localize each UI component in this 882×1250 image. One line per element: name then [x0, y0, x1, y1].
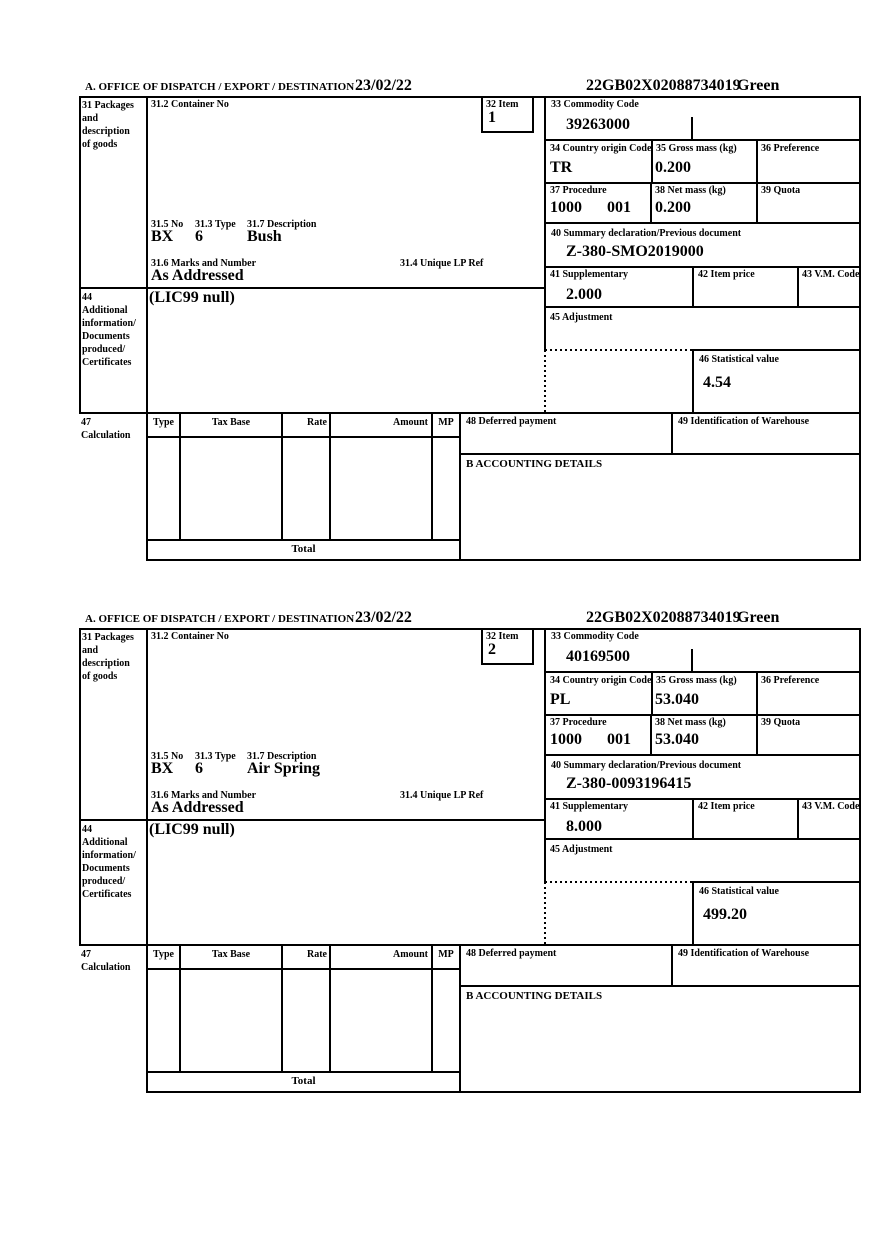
- item-price-label: 42 Item price: [698, 269, 755, 280]
- box47-label: 47 Calculation: [81, 417, 131, 441]
- movement-reference-number: 22GB02X02088734019: [586, 609, 741, 626]
- box44-label: 44 Additional information/ Documents produced/ Certificates: [82, 292, 136, 368]
- quota-label: 39 Quota: [761, 185, 801, 196]
- routing-status: Green: [737, 77, 780, 94]
- goods-description-value: Bush: [247, 228, 282, 245]
- summary-declaration-value: Z-380-0093196415: [566, 775, 692, 792]
- tax-base-column-header: Tax Base: [211, 949, 251, 960]
- office-of-dispatch-title: A. OFFICE OF DISPATCH / EXPORT / DESTINATION: [85, 81, 355, 93]
- routing-status: Green: [737, 609, 780, 626]
- procedure-code-value: 1000: [550, 731, 582, 748]
- gross-mass-value: 0.200: [655, 159, 691, 176]
- packages-no-label: 31.5 No: [151, 219, 184, 230]
- procedure-label: 37 Procedure: [550, 717, 607, 728]
- additional-info-value: (LIC99 null): [149, 289, 235, 306]
- adjustment-label: 45 Adjustment: [550, 312, 613, 323]
- amount-column-header: Amount: [392, 417, 428, 428]
- box44-label: 44 Additional information/ Documents produced/ Certificates: [82, 824, 136, 900]
- preference-label: 36 Preference: [761, 675, 820, 686]
- summary-declaration-value: Z-380-SMO2019000: [566, 243, 704, 260]
- marks-and-number-label: 31.6 Marks and Number: [151, 790, 257, 801]
- supplementary-label: 41 Supplementary: [550, 269, 629, 280]
- net-mass-label: 38 Net mass (kg): [655, 185, 726, 196]
- mp-column-header: MP: [438, 417, 454, 428]
- statistical-value: 4.54: [703, 374, 731, 391]
- packages-type-value: 6: [195, 760, 203, 777]
- warehouse-id-label: 49 Identification of Warehouse: [678, 416, 810, 427]
- procedure-suffix-value: 001: [607, 731, 631, 748]
- packages-no-value: BX: [151, 760, 174, 777]
- unique-lp-ref-label: 31.4 Unique LP Ref: [400, 790, 484, 801]
- country-origin-value: TR: [550, 159, 573, 176]
- tax-type-column-header: Type: [153, 949, 174, 960]
- procedure-code-value: 1000: [550, 199, 582, 216]
- net-mass-value: 53.040: [655, 731, 699, 748]
- container-no-label: 31.2 Container No: [151, 99, 229, 110]
- container-no-label: 31.2 Container No: [151, 631, 229, 642]
- declaration-date: 23/02/22: [355, 609, 412, 626]
- mp-column-header: MP: [438, 949, 454, 960]
- procedure-suffix-value: 001: [607, 199, 631, 216]
- movement-reference-number: 22GB02X02088734019: [586, 77, 741, 94]
- vm-code-label: 43 V.M. Code: [802, 269, 860, 280]
- statistical-value-label: 46 Statistical value: [699, 354, 779, 365]
- declaration-item-copy: [0, 610, 882, 1120]
- packages-type-value: 6: [195, 228, 203, 245]
- supplementary-label: 41 Supplementary: [550, 801, 629, 812]
- unique-lp-ref-label: 31.4 Unique LP Ref: [400, 258, 484, 269]
- supplementary-value: 2.000: [566, 286, 602, 303]
- preference-label: 36 Preference: [761, 143, 820, 154]
- gross-mass-label: 35 Gross mass (kg): [656, 675, 737, 686]
- box31-label: 31 Packages and description of goods: [82, 632, 134, 682]
- statistical-value-label: 46 Statistical value: [699, 886, 779, 897]
- accounting-details-label: B ACCOUNTING DETAILS: [466, 458, 603, 470]
- commodity-code-label: 33 Commodity Code: [551, 99, 639, 110]
- statistical-value: 499.20: [703, 906, 747, 923]
- marks-and-number-label: 31.6 Marks and Number: [151, 258, 257, 269]
- additional-info-value: (LIC99 null): [149, 821, 235, 838]
- country-origin-label: 34 Country origin Code: [550, 143, 652, 154]
- net-mass-label: 38 Net mass (kg): [655, 717, 726, 728]
- tax-type-column-header: Type: [153, 417, 174, 428]
- country-origin-value: PL: [550, 691, 571, 708]
- commodity-code-label: 33 Commodity Code: [551, 631, 639, 642]
- total-row-label: Total: [291, 543, 316, 555]
- solid-rules: [80, 97, 860, 560]
- item-number-value: 1: [488, 109, 496, 126]
- description-label: 31.7 Description: [247, 751, 317, 762]
- declaration-date: 23/02/22: [355, 77, 412, 94]
- accounting-details-label: B ACCOUNTING DETAILS: [466, 990, 603, 1002]
- dotted-rules: [545, 882, 693, 945]
- packages-no-label: 31.5 No: [151, 751, 184, 762]
- marks-and-number-value: As Addressed: [151, 799, 244, 816]
- item-label: 32 Item: [486, 631, 519, 642]
- packages-type-label: 31.3 Type: [195, 751, 236, 762]
- rate-column-header: Rate: [307, 417, 327, 428]
- country-origin-label: 34 Country origin Code: [550, 675, 652, 686]
- gross-mass-value: 53.040: [655, 691, 699, 708]
- net-mass-value: 0.200: [655, 199, 691, 216]
- summary-declaration-label: 40 Summary declaration/Previous document: [551, 760, 742, 771]
- box47-label: 47 Calculation: [81, 949, 131, 973]
- quota-label: 39 Quota: [761, 717, 801, 728]
- procedure-label: 37 Procedure: [550, 185, 607, 196]
- item-label: 32 Item: [486, 99, 519, 110]
- office-of-dispatch-title: A. OFFICE OF DISPATCH / EXPORT / DESTINATION: [85, 613, 355, 625]
- vm-code-label: 43 V.M. Code: [802, 801, 860, 812]
- supplementary-value: 8.000: [566, 818, 602, 835]
- packages-type-label: 31.3 Type: [195, 219, 236, 230]
- packages-no-value: BX: [151, 228, 174, 245]
- solid-rules: [80, 629, 860, 1092]
- item-price-label: 42 Item price: [698, 801, 755, 812]
- total-row-label: Total: [291, 1075, 316, 1087]
- commodity-code-value: 39263000: [566, 116, 630, 133]
- summary-declaration-label: 40 Summary declaration/Previous document: [551, 228, 742, 239]
- description-label: 31.7 Description: [247, 219, 317, 230]
- amount-column-header: Amount: [392, 949, 428, 960]
- dotted-rules: [545, 350, 693, 413]
- declaration-item-copy: [0, 78, 882, 588]
- deferred-payment-label: 48 Deferred payment: [466, 416, 557, 427]
- adjustment-label: 45 Adjustment: [550, 844, 613, 855]
- box31-label: 31 Packages and description of goods: [82, 100, 134, 150]
- gross-mass-label: 35 Gross mass (kg): [656, 143, 737, 154]
- commodity-code-value: 40169500: [566, 648, 630, 665]
- item-number-value: 2: [488, 641, 496, 658]
- goods-description-value: Air Spring: [247, 760, 321, 777]
- warehouse-id-label: 49 Identification of Warehouse: [678, 948, 810, 959]
- deferred-payment-label: 48 Deferred payment: [466, 948, 557, 959]
- tax-base-column-header: Tax Base: [211, 417, 251, 428]
- marks-and-number-value: As Addressed: [151, 267, 244, 284]
- rate-column-header: Rate: [307, 949, 327, 960]
